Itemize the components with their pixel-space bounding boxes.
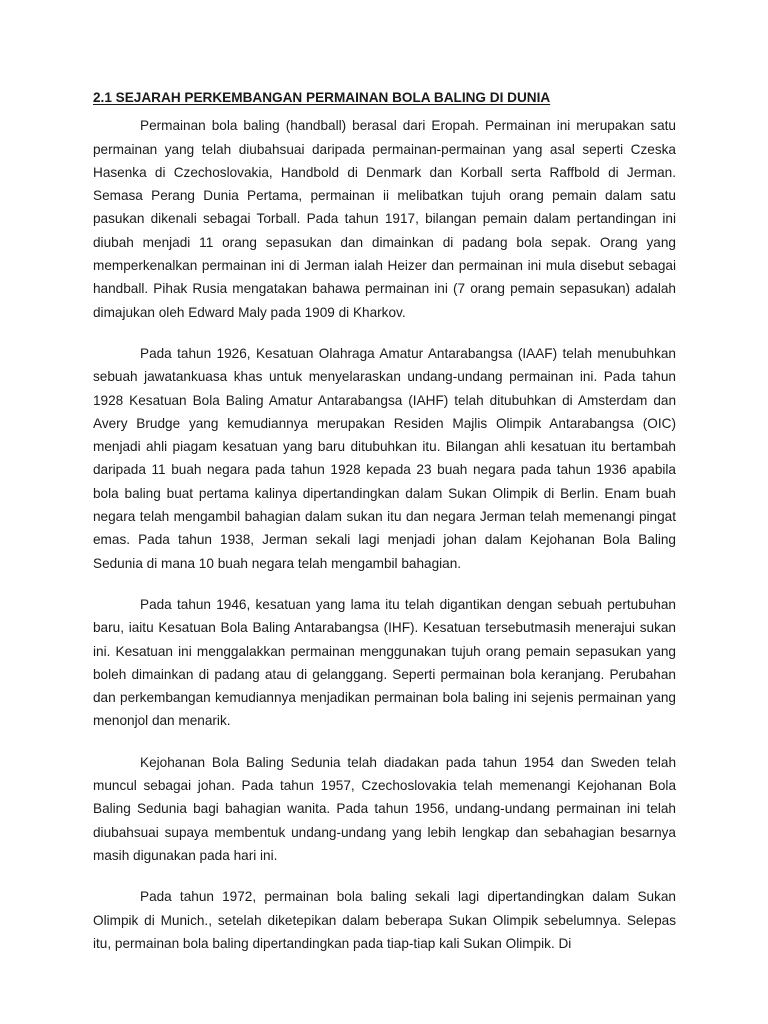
section-heading: 2.1 SEJARAH PERKEMBANGAN PERMAINAN BOLA BALING DI DUNIA [93,90,551,105]
paragraph-olympics: Pada tahun 1972, permainan bola baling sekali lagi dipertandingkan dalam Sukan Olimpik di Munich., setelah diketepikan dalam beberapa Sukan Olimpik sebelumnya. Selepas itu, permainan bola baling dipertandingkan pada tiap-tiap kali Sukan Olimpik. Di [93,889,676,951]
paragraph-iahf: Pada tahun 1926, Kesatuan Olahraga Amatur Antarabangsa (IAAF) telah menubuhkan sebuah jawatankuasa khas untuk menyelaraskan undang-undang permainan ini. Pada tahun 1928 Kesatuan Bola Baling Amatur Antarabangsa (IAHF) telah ditubuhkan di Amsterdam dan Avery Brudge yang kemudiannya merupakan Residen Majlis Olimpik Antarabangsa (OIC) menjadi ahli piagam kesatuan yang baru ditubuhkan itu. Bilangan ahli kesatuan itu bertambah daripada 11 buah negara pada tahun 1928 kepada 23 buah negara pada tahun 1936 apabila bola baling buat pertama kalinya dipertandingkan dalam Sukan Olimpik di Berlin. Enam buah negara telah mengambil bahagian dalam sukan itu dan negara Jerman telah memenangi pingat emas. Pada tahun 1938, Jerman sekali lagi menjadi johan dalam Kejohanan Bola Baling Sedunia di mana 10 buah negara telah mengambil bahagian. [93,345,676,571]
paragraph-origins: Permainan bola baling (handball) berasal dari Eropah. Permainan ini merupakan satu permainan yang telah diubahsuai daripada permainan-permainan yang asal seperti Czeska Hasenka di Czechoslovakia, Handbold di Denmark dan Korball serta Raffbold di Jerman. Semasa Perang Dunia Pertama, permainan ii melibatkan tujuh orang pemain dalam satu pasukan dikenali sebagai Torball. Pada tahun 1917, bilangan pemain dalam pertandingan ini diubah menjadi 11 orang sepasukan dan dimainkan di padang bola sepak. Orang yang memperkenalkan permainan ini di Jerman ialah Heizer dan permainan ini mula disebut sebagai handball. Pihak Rusia mengatakan bahawa permainan ini (7 orang pemain sepasukan) adalah dimajukan oleh Edward Maly pada 1909 di Kharkov. [93,118,676,320]
paragraph-ihf: Pada tahun 1946, kesatuan yang lama itu telah digantikan dengan sebuah pertubuhan baru, iaitu Kesatuan Bola Baling Antarabangsa (IHF). Kesatuan tersebutmasih menerajui sukan ini. Kesatuan ini menggalakkan permainan menggunakan tujuh orang pemain sepasukan yang boleh dimainkan di padang atau di gelanggang. Seperti permainan bola keranjang. Perubahan dan perkembangan kemudiannya menjadikan permainan bola baling ini sejenis permainan yang menonjol dan menarik. [93,596,676,729]
document-page [93,86,676,973]
paragraph-world-championship: Kejohanan Bola Baling Sedunia telah diadakan pada tahun 1954 dan Sweden telah muncul sebagai johan. Pada tahun 1957, Czechoslovakia telah memenangi Kejohanan Bola Baling Sedunia bagi bahagian wanita. Pada tahun 1956, undang-undang permainan ini telah diubahsuai supaya membentuk undang-undang yang lebih lengkap dan sebahagian besarnya masih digunakan pada hari ini. [93,754,676,863]
